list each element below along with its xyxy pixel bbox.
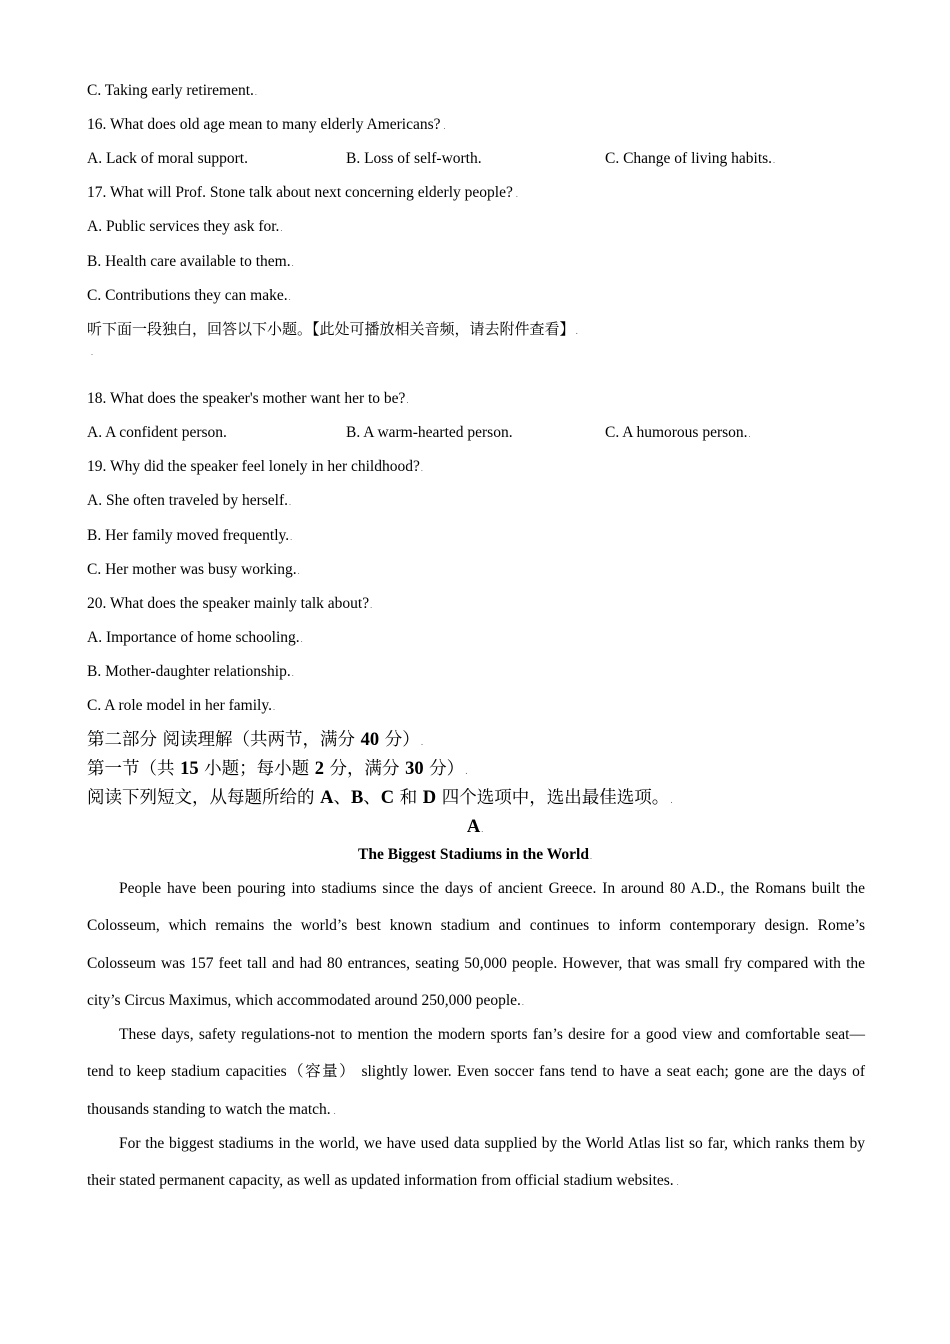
paragraph-mark: . [91,348,93,357]
q19-question: 19. Why did the speaker feel lonely in her childhood?. [87,458,423,475]
q15-option-c: C. Taking early retirement.. [87,82,257,99]
q16-option-c: C. Change of living habits.. [605,150,776,167]
monologue-intro: 听下面一段独白，回答以下小题。【此处可播放相关音频，请去附件查看】. [87,320,579,338]
q16-question: 16. What does old age mean to many elderly Americans? . [87,116,446,133]
q19-option-a: A. She often traveled by herself.. [87,492,292,509]
q20-option-b: B. Mother-daughter relationship.. [87,663,294,680]
q16-option-a: A. Lack of moral support. [87,150,248,167]
section1-heading: 第一节（共 15 小题；每小题 2 分，满分 30 分）. [87,759,468,779]
q17-option-c: C. Contributions they can make.. [87,287,291,304]
q18-question: 18. What does the speaker's mother want her to be?. [87,390,409,407]
q19-option-c: C. Her mother was busy working.. [87,561,300,578]
q20-option-a: A. Importance of home schooling.. [87,629,303,646]
passage-label: A. [466,817,484,837]
passage-paragraph-1: People have been pouring into stadiums since the days of ancient Greece. In around 80 A.D., the Romans built the Colosseum, which remains the world’s best known stadium and continues to inform contemporary design. Rome’s Colosseum was 157 feet tall and had 80 entrances, seating 50,000 people. However, that was small fry compared with the city’s Circus Maximus, which accommodated around 250,000 people.. [87,880,865,1009]
part2-heading: 第二部分 阅读理解（共两节，满分 40 分）. [87,730,424,750]
q17-question: 17. What will Prof. Stone talk about next concerning elderly people? . [87,184,518,201]
q20-question: 20. What does the speaker mainly talk about?. [87,595,373,612]
q18-option-c: C. A humorous person.. [605,424,751,441]
reading-instructions: 阅读下列短文，从每题所给的 A、B、C 和 D 四个选项中，选出最佳选项。. [87,788,673,808]
q16-option-b: B. Loss of self-worth. [346,150,482,167]
passage-title: The Biggest Stadiums in the World. [358,846,592,863]
q17-option-b: B. Health care available to them.. [87,253,294,270]
passage-paragraph-2: These days, safety regulations-not to mention the modern sports fan’s desire for a good view and comfortable seat—tend to keep stadium capacities（容量） slightly lower. Even soccer fans tend to have a seat each; gone are the days of thousands standing to watch the match. . [87,1026,865,1118]
q19-option-b: B. Her family moved frequently.. [87,527,293,544]
q18-option-a: A. A confident person. [87,424,227,441]
q20-option-c: C. A role model in her family.. [87,697,275,714]
q17-option-a: A. Public services they ask for.. [87,218,283,235]
q18-option-b: B. A warm-hearted person. [346,424,513,441]
passage-paragraph-3: For the biggest stadiums in the world, we have used data supplied by the World Atlas list so far, which ranks them by their stated permanent capacity, as well as updated information from official stadium websites. . [87,1135,865,1190]
